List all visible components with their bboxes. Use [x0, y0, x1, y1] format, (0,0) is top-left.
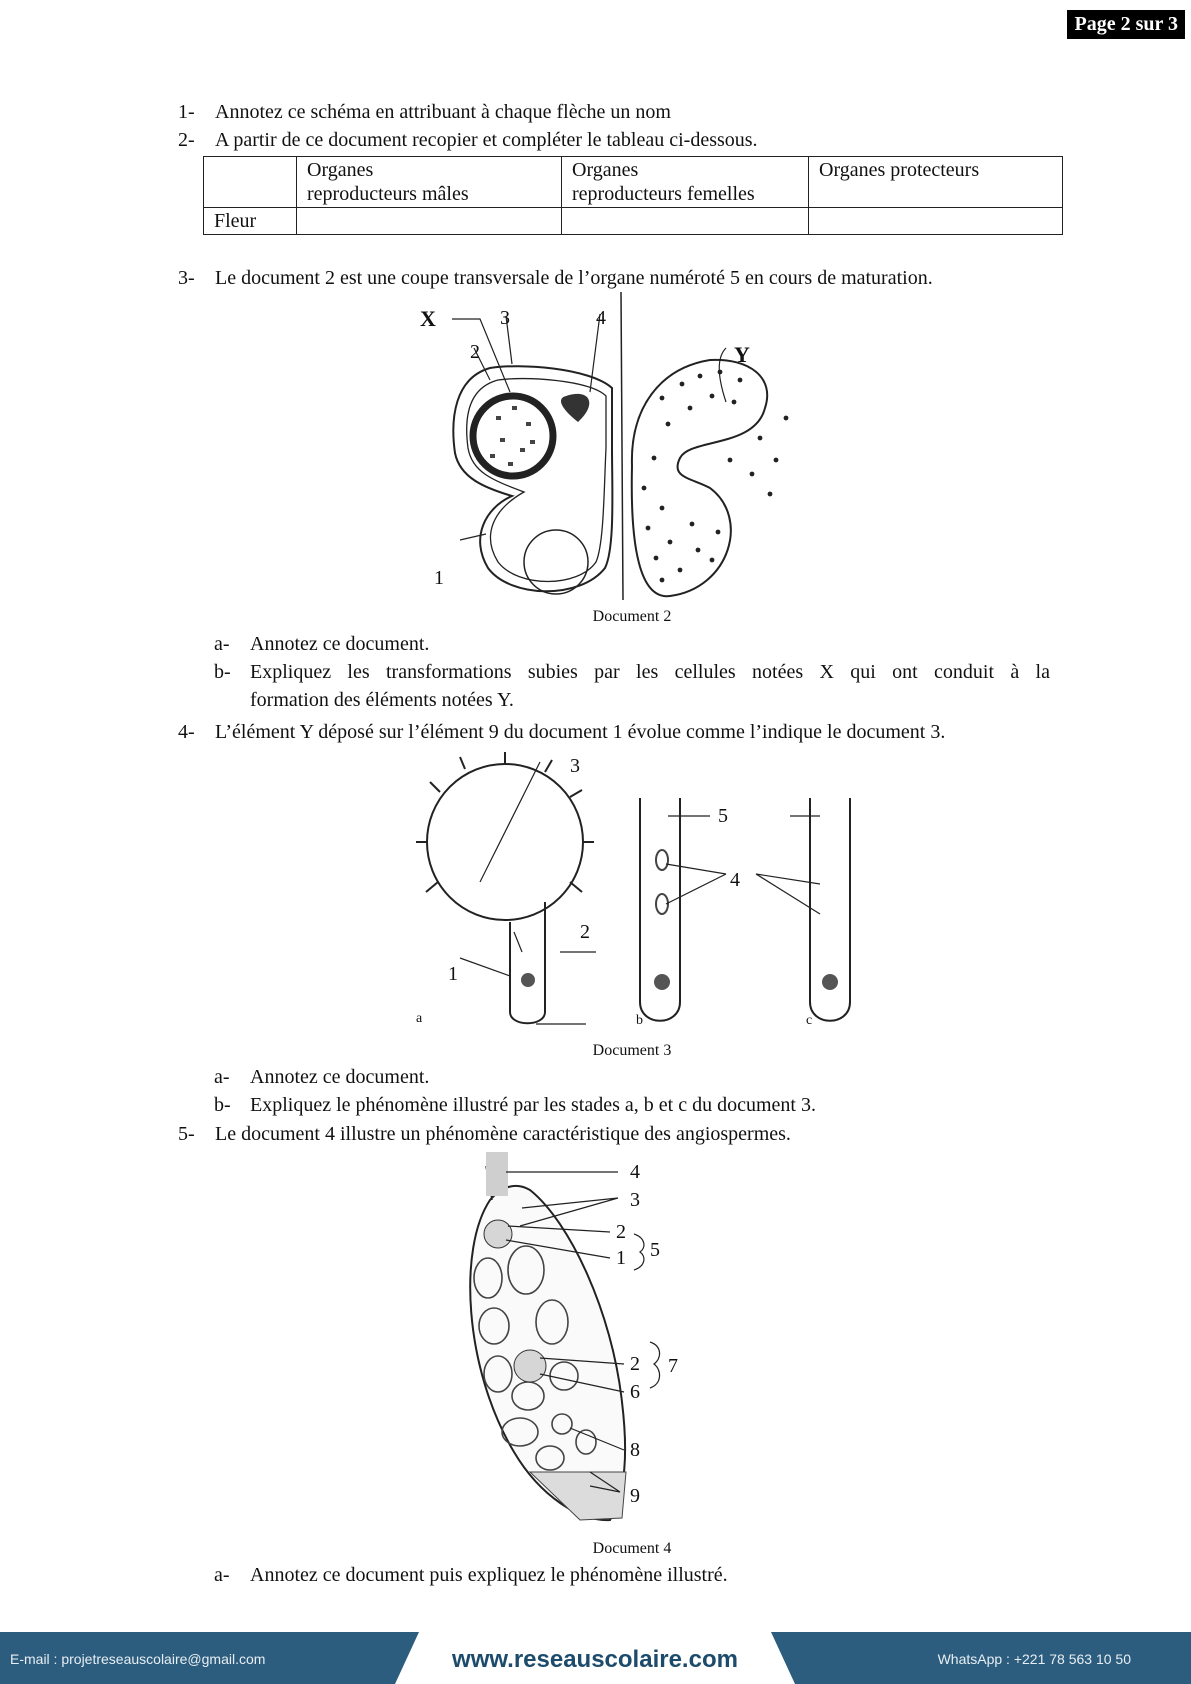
egg-cell [484, 1220, 512, 1248]
subquestion-text: Annotez ce document. [250, 1066, 430, 1088]
subquestion-number: b- [214, 661, 231, 683]
connective-line [621, 292, 623, 600]
label-4-line-b2 [666, 874, 726, 904]
table-cell: Fleur [204, 208, 297, 235]
footer-website-link[interactable]: www.reseauscolaire.com [452, 1646, 738, 1673]
document-3-caption: Document 3 [592, 1042, 672, 1059]
document-3-figure [410, 752, 880, 1042]
document-4-figure [450, 1152, 760, 1524]
question-number: 2- [178, 129, 195, 151]
label-1: 1 [448, 963, 458, 985]
label-6: 6 [630, 1381, 640, 1403]
stage-label-a: a [416, 1011, 423, 1026]
subquestion-number: a- [214, 1066, 230, 1088]
question-5 [178, 1122, 791, 1146]
question-4b [214, 1091, 1050, 1119]
subquestion-number: a- [214, 1564, 230, 1586]
label-3: 3 [500, 307, 510, 329]
central-cell [514, 1350, 546, 1382]
question-text: A partir de ce document recopier et compléter le tableau ci-dessous. [215, 129, 758, 151]
document-4-caption: Document 4 [592, 1540, 672, 1557]
question-number: 1- [178, 101, 195, 123]
table-header-cell: Organes protecteurs [809, 157, 1063, 208]
label-4: 4 [596, 307, 606, 329]
document-2-figure [420, 288, 810, 604]
label-8: 8 [630, 1439, 640, 1461]
stage-label-b: b [636, 1013, 643, 1028]
page-number-badge: Page 2 sur 3 [1067, 10, 1185, 39]
table-row [204, 208, 1063, 235]
question-number: 3- [178, 267, 195, 289]
question-5a [214, 1561, 1050, 1589]
label-7: 7 [668, 1355, 678, 1377]
stage-label-c: c [806, 1013, 813, 1028]
label-y: Y [734, 342, 750, 367]
question-1 [178, 100, 671, 124]
antipodal-cells [530, 1472, 626, 1520]
label-1: 1 [616, 1247, 626, 1269]
label-4: 4 [730, 869, 740, 891]
subquestion-number: b- [214, 1094, 231, 1116]
question-text: Le document 4 illustre un phénomène caractéristique des angiospermes. [215, 1123, 791, 1145]
label-3: 3 [570, 755, 580, 777]
document-2-caption: Document 2 [592, 608, 672, 625]
label-1-line [460, 534, 486, 540]
pollen-tube-fill [486, 1152, 508, 1196]
question-number: 4- [178, 721, 195, 743]
label-2-top: 2 [616, 1221, 626, 1243]
table-cell [297, 208, 562, 235]
question-4 [178, 720, 945, 744]
question-text: Annotez ce schéma en attribuant à chaque flèche un nom [215, 101, 671, 123]
a-arrow [514, 932, 522, 952]
label-2: 2 [580, 921, 590, 943]
label-2-bottom: 2 [630, 1353, 640, 1375]
question-number: 5- [178, 1123, 195, 1145]
footer-email: E-mail : projetreseauscolaire@gmail.com [10, 1651, 266, 1667]
x-pointer-line [452, 319, 510, 392]
table-cell [809, 208, 1063, 235]
table-cell [562, 208, 809, 235]
y-arrow-line [719, 348, 726, 402]
brace-7 [650, 1342, 660, 1388]
label-4-line-b1 [666, 864, 726, 874]
label-x: X [420, 306, 436, 331]
table-header-cell [204, 157, 297, 208]
label-3: 3 [630, 1189, 640, 1211]
answer-table [203, 156, 1063, 235]
question-4a [214, 1063, 1050, 1091]
right-anther-wall [632, 360, 767, 596]
question-2 [178, 128, 758, 152]
table-header-cell: Organes reproducteurs femelles [562, 157, 809, 208]
subquestion-text-continued: formation des éléments notées Y. [250, 689, 514, 711]
subquestion-text: Expliquez les transformations subies par les cellules notées X qui ont conduit à la [250, 661, 1050, 683]
label-3-line [480, 762, 540, 882]
table-header-cell: Organes reproducteurs mâles [297, 157, 562, 208]
empty-locule [524, 530, 588, 594]
label-9: 9 [630, 1485, 640, 1507]
pollen-spines-group [416, 752, 594, 892]
label-5: 5 [718, 805, 728, 827]
label-1-line [460, 958, 510, 976]
label-4: 4 [630, 1161, 640, 1183]
table-header-row [204, 157, 1063, 208]
label-2: 2 [470, 341, 480, 363]
pollen-mother-cells-group [490, 406, 535, 466]
footer-bar [0, 1632, 1191, 1684]
subquestion-text: Annotez ce document puis expliquez le phénomène illustré. [250, 1564, 728, 1586]
question-3b [214, 658, 1050, 714]
question-text: Le document 2 est une coupe transversale de l’organe numéroté 5 en cours de maturation. [215, 267, 933, 289]
connective-tissue [561, 394, 589, 422]
question-3a [214, 630, 1050, 658]
label-1: 1 [434, 567, 444, 589]
pollen-grain-wall [427, 764, 583, 920]
question-text: L’élément Y déposé sur l’élément 9 du document 1 évolue comme l’indique le document 3. [215, 721, 946, 743]
label-5: 5 [650, 1239, 660, 1261]
subquestion-number: a- [214, 633, 230, 655]
question-3 [178, 266, 933, 290]
footer-whatsapp: WhatsApp : +221 78 563 10 50 [937, 1651, 1131, 1667]
subquestion-text: Annotez ce document. [250, 633, 430, 655]
brace-5 [634, 1234, 644, 1270]
subquestion-text: Expliquez le phénomène illustré par les stades a, b et c du document 3. [250, 1094, 816, 1116]
